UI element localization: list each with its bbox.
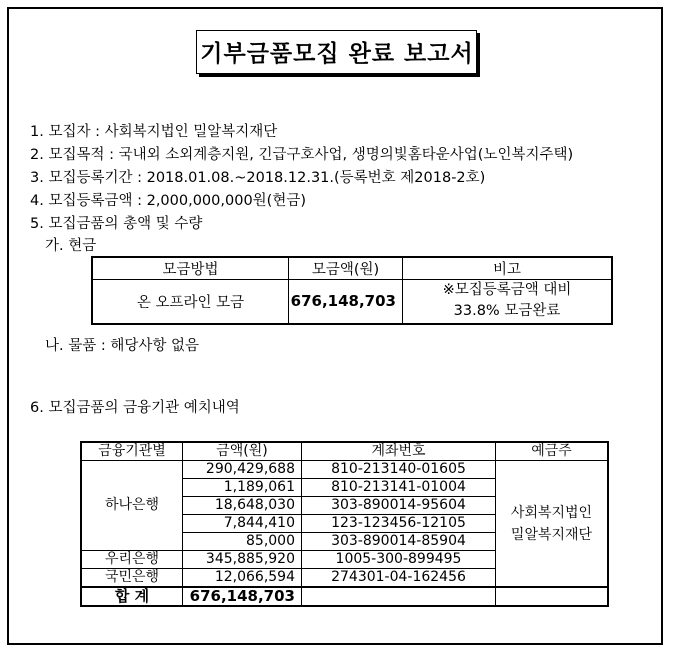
hana-amount: 85,000: [183, 533, 302, 551]
deposit-table: [80, 441, 609, 607]
cash-method: 온 오프라인 모금: [92, 280, 289, 324]
deposit-header-bank: 금융기관별: [81, 442, 183, 461]
hana-account: 810-213140-01605: [302, 461, 496, 479]
item-deposit: 6. 모집금품의 금융기관 예치내역: [30, 400, 240, 416]
kookmin-amount: 12,066,594: [183, 569, 302, 588]
deposit-header-account: 계좌번호: [302, 442, 496, 461]
item-period: 3. 모집등록기간 : 2018.01.08.~2018.12.31.(등록번호 제2018-2호): [30, 170, 486, 186]
total-amount: 676,148,703: [183, 587, 302, 606]
deposit-header-holder: 예금주: [496, 442, 609, 461]
hana-account: 303-890014-85904: [302, 533, 496, 551]
total-label: 합 계: [81, 587, 183, 606]
cash-header-method: 모금방법: [92, 257, 289, 280]
cash-header-note: 비고: [403, 257, 613, 280]
item-collector: 1. 모집자 : 사회복지법인 밀알복지재단: [30, 124, 278, 140]
cash-note-line1: ※모집등록금액 대비: [442, 282, 572, 299]
cash-amount: 676,148,703: [289, 280, 403, 324]
item-goods: 나. 물품 : 해당사항 없음: [45, 338, 199, 354]
cash-table: [91, 256, 613, 325]
bank-woori: 우리은행: [81, 551, 183, 569]
hana-amount: 18,648,030: [183, 497, 302, 515]
cash-note: [403, 280, 613, 324]
item-purpose: 2. 모집목적 : 국내외 소외계층지원, 긴급구호사업, 생명의빛홈타운사업(노인복지주택): [30, 147, 574, 163]
woori-amount: 345,885,920: [183, 551, 302, 569]
kookmin-account: 274301-04-162456: [302, 569, 496, 588]
hana-amount: 290,429,688: [183, 461, 302, 479]
bank-kookmin: 국민은행: [81, 569, 183, 588]
total-account-empty: [302, 587, 496, 606]
hana-amount: 7,844,410: [183, 515, 302, 533]
hana-amount: 1,189,061: [183, 479, 302, 497]
holder-line1: 사회복지법인: [510, 504, 593, 521]
cash-note-line2: 33.8% 모금완료: [453, 303, 561, 320]
item-total: 5. 모집금품의 총액 및 수량: [30, 216, 203, 232]
deposit-header-amount: 금액(원): [183, 442, 302, 461]
bank-hana: 하나은행: [81, 461, 183, 551]
holder-line2: 밀알복지재단: [510, 526, 593, 543]
item-registered-amount: 4. 모집등록금액 : 2,000,000,000원(현금): [30, 193, 307, 209]
document-title: 기부금품모집 완료 보고서: [200, 41, 474, 67]
cash-header-amount: 모금액(원): [289, 257, 403, 280]
item-cash: 가. 현금: [45, 238, 97, 254]
hana-account: 303-890014-95604: [302, 497, 496, 515]
hana-account: 810-213141-01004: [302, 479, 496, 497]
hana-account: 123-123456-12105: [302, 515, 496, 533]
account-holder: [496, 461, 609, 588]
woori-account: 1005-300-899495: [302, 551, 496, 569]
